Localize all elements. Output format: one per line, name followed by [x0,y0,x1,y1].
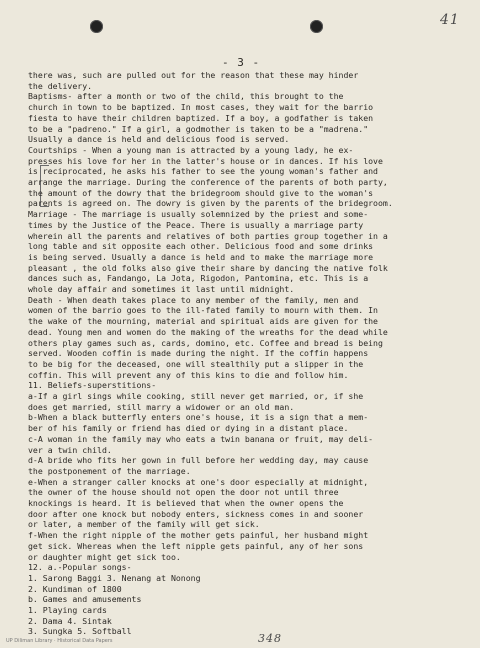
text-line: 3. Sungka 5. Softball [28,626,132,637]
text-line: the delivery. [28,80,93,91]
text-line: 11. Beliefs-superstitions- [28,380,157,391]
text-line: 12. a.-Popular songs- [28,562,132,573]
text-line: dances such as, Fandango, La Jota, Rigodon, Pantomina, etc. This is a [28,273,369,284]
text-line: times by the Justice of the Peace. There is usually a marriage party [28,219,364,230]
text-line: 1. Sarong Baggi 3. Nenang at Nonong [28,572,201,583]
text-line: 2. Dama 4. Sintak [28,615,112,626]
handwritten-footer-number: 348 [258,632,282,645]
handwritten-page-number: 41 [440,12,460,28]
text-line: Baptisms- after a month or two of the child, this brought to the [28,91,344,102]
text-line: Marriage - The marriage is usually solemnized by the priest and some- [28,209,369,220]
text-line: a-If a girl sings while cooking, still never get married, or, if she [28,391,364,401]
text-line: 1. Playing cards [28,605,107,615]
text-line: is reciprocated, he asks his father to see the young woman's father and [28,166,378,177]
text-line: to be big for the deceased, one will stealthily put a slipper in the [28,358,364,369]
text-line: arrange the marriage. During the conference of the parents of both party, [28,177,388,187]
punch-hole-right [310,20,323,33]
text-line: wherein all the parents and relatives of both parties group together in a [28,230,388,241]
text-line: Usually a dance is held and delicious food is served. [28,134,290,145]
punch-hole-left [90,20,103,33]
text-line: church in town to be baptized. In most cases, they wait for the barrio [28,102,374,113]
text-line: to be a "padreno." If a girl, a godmother is taken to be a "madrena." [28,123,369,134]
text-line: the postponement of the marriage. [28,465,191,476]
text-line: others play games such as, cards, domino, etc. Coffee and bread is being [28,337,383,348]
text-line: d-A bride who fits her gown in full before her wedding day, may cause [28,455,369,466]
text-line: the wake of the mourning, material and spiritual aids are given for the [28,316,378,327]
text-line: ber of his family or friend has died or dying in a distant place. [28,423,349,434]
text-line: Death - When death takes place to any member of the family, men and [28,294,359,305]
text-line: presses his love for her in the latter's house or in dances. If his love [28,155,383,166]
text-line: knockings is heard. It is believed that when the owner opens the [28,498,344,508]
text-line: women of the barrio goes to the ill-fated family to mourn with them. In [28,305,378,316]
text-line: pleasant , the old folks also give their share by dancing the native folk [28,262,388,273]
text-line: 2. Kundiman of 1800 [28,583,122,594]
page-number: - 3 - [222,56,261,69]
text-line: there was, such are pulled out for the reason that these may hinder [28,70,359,80]
text-line: door after one knock but nobody enters, sickness comes in and sooner [28,508,364,519]
text-line: dead. Young men and women do the making of the wreaths for the dead while [28,326,388,337]
text-line: served. Wooden coffin is made during the night. If the coffin happens [28,348,369,359]
text-line: or daughter might get sick too. [28,551,181,562]
text-line: parents is agreed on. The dowry is given by the parents of the bridegroom. [28,198,393,209]
text-line: does get married, still marry a widower or an old man. [28,401,295,412]
text-line: is being served. Usually a dance is held and to make the marriage more [28,251,374,262]
text-line: ver a twin child. [28,444,112,455]
text-line: long table and sit opposite each other. Delicious food and some drinks [28,241,374,252]
text-line: get sick. Whereas when the left nipple gets painful, any of her sons [28,540,364,551]
text-line: the owner of the house should not open the door not until three [28,487,339,498]
text-line: fiesta to have their children baptized. If a boy, a godfather is taken [28,112,374,123]
text-line: whole day affair and sometimes it last until midnight. [28,284,295,294]
text-line: coffin. This will prevent any of this kins to die and follow him. [28,369,349,380]
text-line: the amount of the dowry that the bridegroom should give to the woman's [28,187,374,198]
text-line: e-When a stranger caller knocks at one's door especially at midnight, [28,476,369,487]
text-line: b. Games and amusements [28,594,142,605]
text-line: Courtships - When a young man is attracted by a young lady, he ex- [28,144,354,155]
text-line: or later, a member of the family will get sick. [28,519,260,530]
text-line: b-When a black butterfly enters one's house, it is a sign that a mem- [28,412,369,423]
text-line: c-A woman in the family may who eats a twin banana or fruit, may deli- [28,433,374,444]
footer-note: UP Diliman Library · Historical Data Papers [6,638,113,644]
text-line: f-When the right nipple of the mother gets painful, her husband might [28,530,369,541]
